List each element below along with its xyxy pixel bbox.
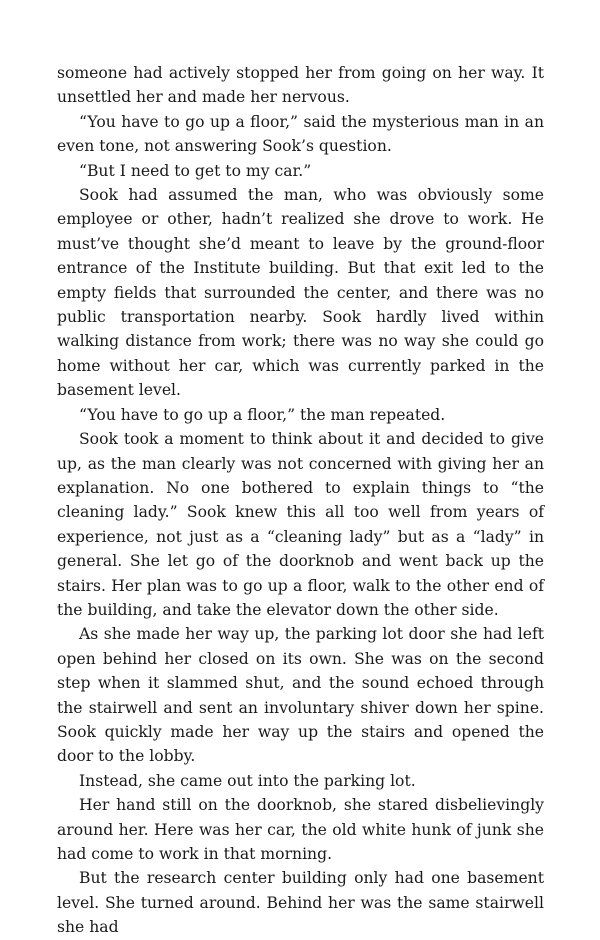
paragraph: As she made her way up, the parking lot door she had left open behind her closed on its own. She was on the second step when it slammed shut, and the sound echoed through the stairwell and sent an involuntary shiver down her spine. Sook quickly made her way up the stairs and opened the door to the lobby. bbox=[57, 625, 544, 766]
paragraph: “You have to go up a floor,” the man repeated. bbox=[79, 405, 446, 424]
paragraph: Instead, she came out into the parking lot. bbox=[79, 771, 416, 790]
paragraph: “You have to go up a floor,” said the mysterious man in an even tone, not answering Sook’s question. bbox=[57, 112, 544, 156]
paragraph: Sook had assumed the man, who was obviously some employee or other, hadn’t realized she drove to work. He must’ve thought she’d meant to leave by the ground-floor entrance of the Institute building. But that exit led to the empty fields that surrounded the center, and there was no public transportation nearby. Sook hardly lived within walking distance from work; there was no way she could go home without her car, which was currently parked in the basement level. bbox=[57, 186, 544, 400]
paragraph: Sook took a moment to think about it and decided to give up, as the man clearly was not concerned with giving her an explanation. No one bothered to explain things to “the cleaning lady.” Sook knew this all too well from years of experience, not just as a “cleaning lady” but as a “lady” in general. She let go of the doorknob and went back up the stairs. Her plan was to go up a floor, walk to the other end of the building, and take the elevator down the other side. bbox=[57, 430, 544, 619]
paragraph: Her hand still on the doorknob, she stared disbelievingly around her. Here was her car, the old white hunk of junk she had come to work in that morning. bbox=[57, 796, 544, 863]
paragraph: someone had actively stopped her from going on her way. It unsettled her and made her nervous. bbox=[57, 64, 544, 107]
paragraph: But the research center building only had one basement level. She turned around. Behind her was the same stairwell she had bbox=[57, 869, 544, 937]
paragraph: “But I need to get to my car.” bbox=[79, 161, 312, 180]
page-body bbox=[57, 61, 544, 940]
